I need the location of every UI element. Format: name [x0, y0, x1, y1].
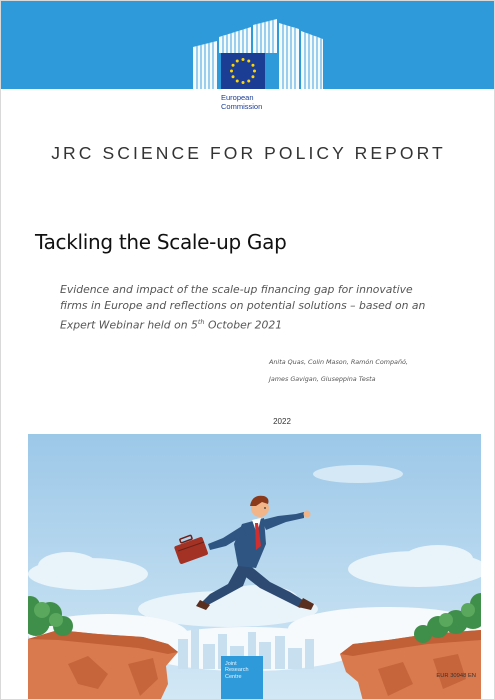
- jrc-label-line-1: Joint: [225, 661, 237, 667]
- subtitle-ordinal: th: [197, 318, 205, 326]
- european-commission-logo: [191, 19, 326, 119]
- report-subtitle: [60, 282, 440, 334]
- subtitle-line-3: [60, 314, 440, 334]
- brand-name: [221, 94, 301, 111]
- jrc-logo-box: [221, 656, 263, 700]
- subtitle-line-2: firms in Europe and reflections on potential solutions – based on an: [60, 299, 426, 312]
- authors-line-1: Anita Quas, Colin Mason, Ramón Compañó,: [269, 358, 408, 366]
- eur-report-number: EUR 30948 EN: [436, 673, 476, 679]
- subtitle-line-1: Evidence and impact of the scale-up financing gap for innovative: [60, 283, 413, 296]
- subtitle-line-3-before: Expert Webinar held on 5: [60, 318, 198, 332]
- brand-line-1: European: [221, 93, 254, 102]
- series-title: JRC SCIENCE FOR POLICY REPORT: [51, 143, 446, 163]
- jrc-label-line-2: Research: [225, 667, 249, 674]
- eu-flag-icon: [221, 53, 265, 89]
- authors: [269, 354, 459, 388]
- report-title: Tackling the Scale-up Gap: [35, 230, 287, 254]
- jrc-label-line-3: Centre: [225, 673, 242, 680]
- subtitle-line-3-after: October 2021: [204, 318, 283, 332]
- authors-line-2: James Gavigan, Giuseppina Testa: [269, 375, 376, 383]
- brand-line-2: Commission: [221, 101, 263, 111]
- publication-year: 2022: [273, 417, 291, 426]
